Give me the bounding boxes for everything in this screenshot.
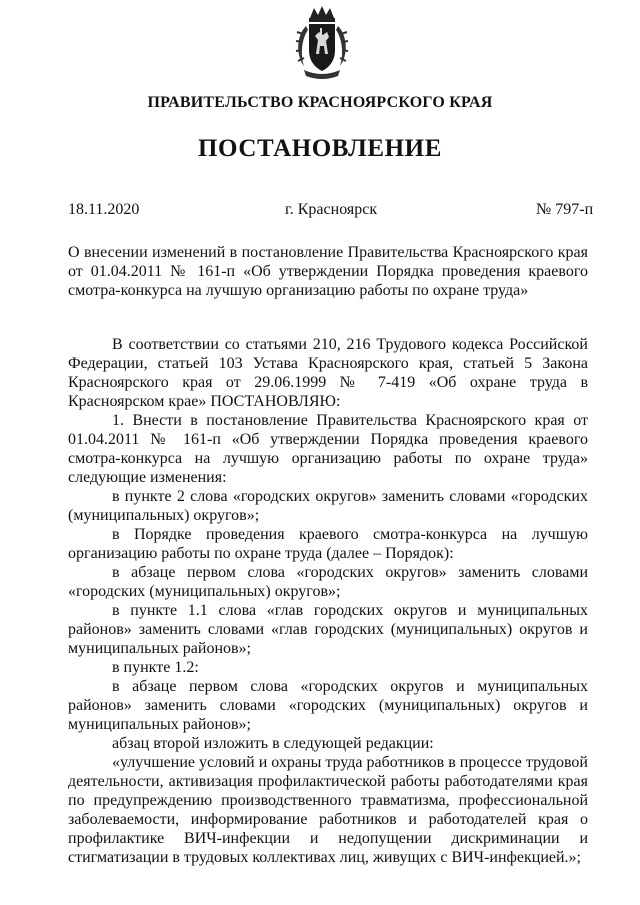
document-body (68, 335, 588, 867)
coat-of-arms-icon (294, 4, 350, 82)
body-paragraph: в Порядке проведения краевого смотра-конкурса на лучшую организацию работы по охране труда (далее – Порядок): (68, 526, 588, 562)
body-paragraph: в абзаце первом слова «городских округов и муниципальных районов» заменить словами «городских (муниципальных) округов и муниципальных районов»; (68, 678, 588, 733)
body-paragraph: в пункте 2 слова «городских округов» заменить словами «городских (муниципальных) округов»; (68, 488, 588, 524)
body-paragraph: 1. Внести в постановление Правительства Красноярского края от 01.04.2011 № 161-п «Об утверждении Порядка проведения краевого смотра-конкурса на лучшую организацию работы по охране труда» следующие изменения: (68, 412, 588, 486)
document-subject: О внесении изменений в постановление Правительства Красноярского края от 01.04.2011 № 161-п «Об утверждении Порядка проведения краевого смотра-конкурса на лучшую организацию работы по охране труда» (68, 244, 588, 299)
body-paragraph: абзац второй изложить в следующей редакции: (112, 735, 434, 752)
body-paragraph: в пункте 1.2: (112, 659, 199, 676)
body-paragraph: В соответствии со статьями 210, 216 Трудового кодекса Российской Федерации, статьей 103 Устава Красноярского края, статьей 5 Закона Красноярского края от 29.06.1999 № 7-419 «Об охране труда в Красноярском крае» ПОСТАНОВЛЯЮ: (68, 336, 588, 410)
document-type-heading: ПОСТАНОВЛЕНИЕ (197, 135, 443, 162)
body-paragraph: «улучшение условий и охраны труда работников в процессе трудовой деятельности, активизация профилактической работы работодателями края по предупреждению производственного травматизма, профессиональной заболеваемости, информирование работников и работодателей края о профилактике ВИЧ-инфекции и недопущении дискриминации и стигматизации в трудовых коллективах лиц, живущих с ВИЧ-инфекцией.»; (68, 754, 588, 866)
document-number: № 797-п (536, 201, 594, 218)
document-city: г. Красноярск (285, 201, 378, 218)
document-date: 18.11.2020 (68, 201, 140, 218)
government-title: ПРАВИТЕЛЬСТВО КРАСНОЯРСКОГО КРАЯ (147, 94, 493, 111)
body-paragraph: в абзаце первом слова «городских округов» заменить словами «городских (муниципальных) округов»; (68, 564, 588, 600)
body-paragraph: в пункте 1.1 слова «глав городских округов и муниципальных районов» заменить словами «глав городских (муниципальных) округов и муниципальных районов»; (68, 602, 588, 657)
